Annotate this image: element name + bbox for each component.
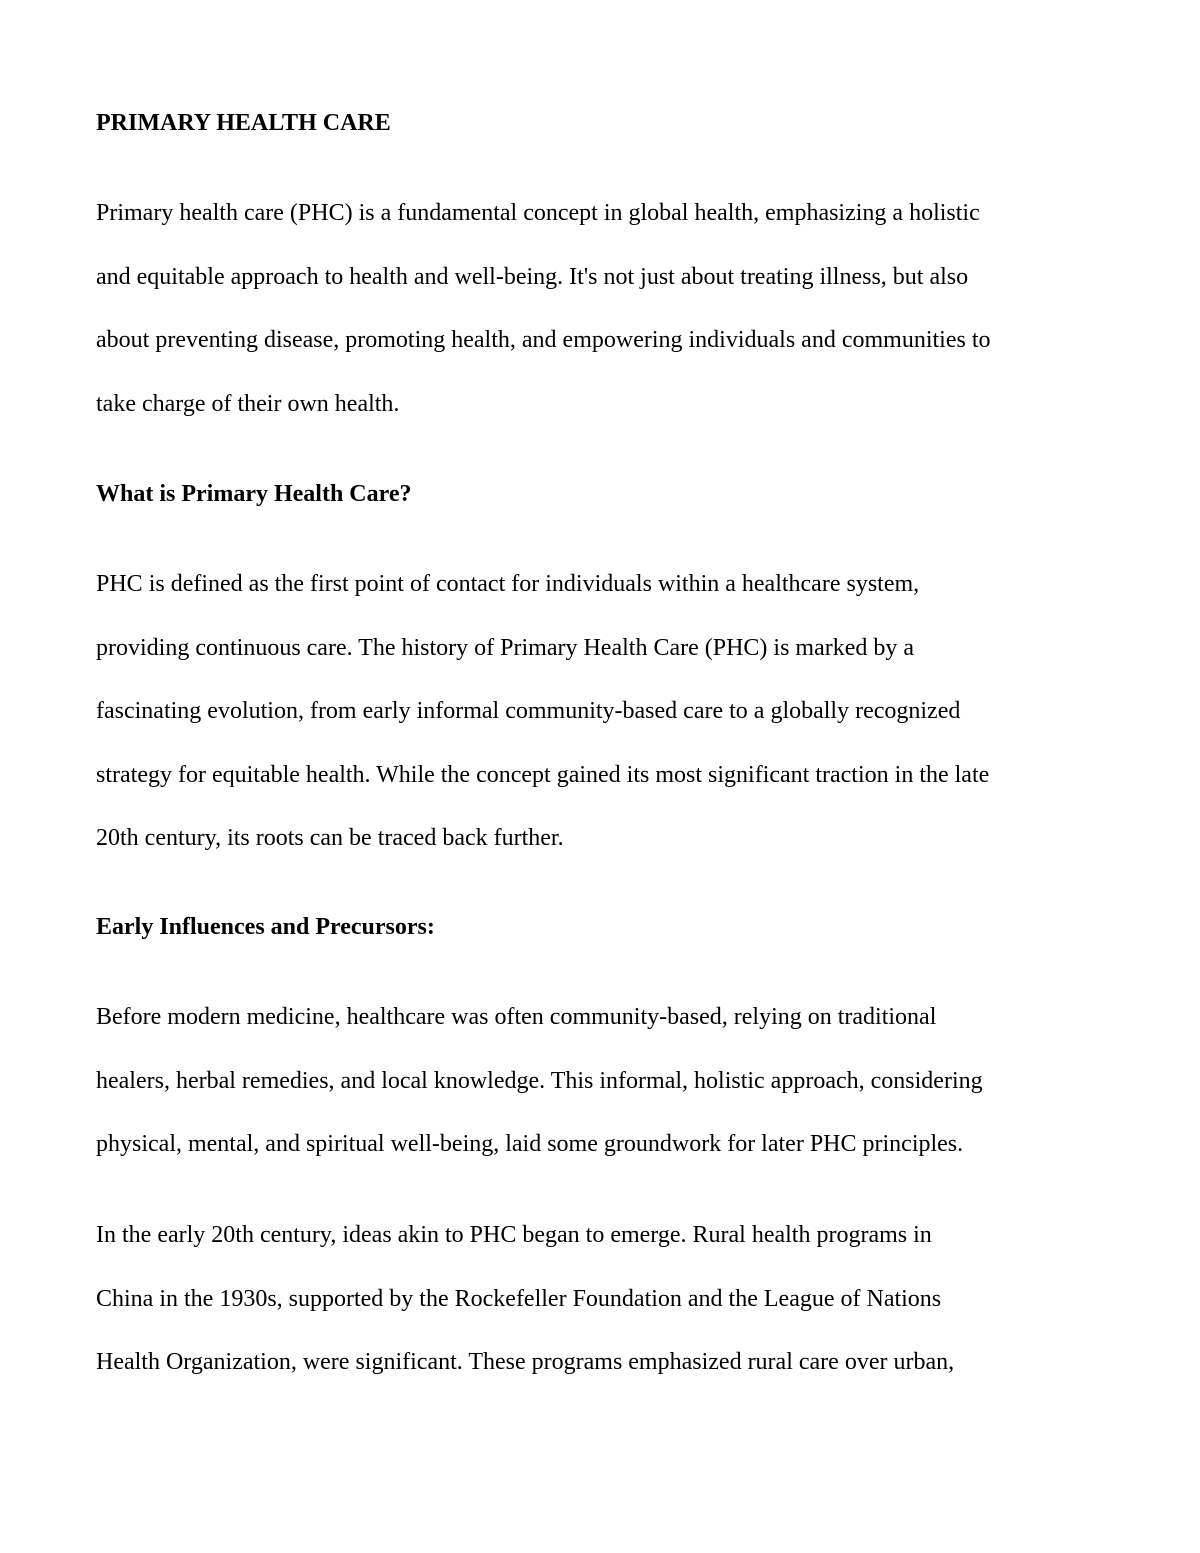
paragraph-line: 20th century, its roots can be traced back further.	[96, 825, 564, 851]
section-heading-early-influences: Early Influences and Precursors:	[96, 914, 435, 940]
document-title: PRIMARY HEALTH CARE	[96, 110, 391, 136]
paragraph-line: strategy for equitable health. While the concept gained its most significant traction in the late	[96, 761, 990, 788]
paragraph-line: and equitable approach to health and well-being. It's not just about treating illness, but also	[96, 263, 969, 290]
paragraph-line: fascinating evolution, from early informal community-based care to a globally recognized	[96, 698, 961, 724]
paragraph-line: take charge of their own health.	[96, 390, 400, 417]
paragraph-line: Primary health care (PHC) is a fundamental concept in global health, emphasizing a holistic	[96, 200, 980, 226]
section-heading-what-is-phc: What is Primary Health Care?	[96, 481, 412, 507]
paragraph-line: In the early 20th century, ideas akin to PHC began to emerge. Rural health programs in	[96, 1222, 932, 1248]
paragraph-line: providing continuous care. The history of Primary Health Care (PHC) is marked by a	[96, 634, 915, 661]
paragraph-line: Health Organization, were significant. These programs emphasized rural care over urban,	[96, 1349, 955, 1375]
paragraph-line: PHC is defined as the first point of contact for individuals within a healthcare system,	[96, 571, 920, 597]
section2-paragraph-1	[96, 986, 1136, 1177]
paragraph-line: about preventing disease, promoting health, and empowering individuals and communities to	[96, 327, 991, 353]
paragraph-line: physical, mental, and spiritual well-being, laid some groundwork for later PHC principles.	[96, 1131, 964, 1157]
paragraph-line: Before modern medicine, healthcare was often community-based, relying on traditional	[96, 1004, 937, 1030]
paragraph-line: healers, herbal remedies, and local knowledge. This informal, holistic approach, considering	[96, 1067, 983, 1094]
section1-paragraph	[96, 553, 1136, 871]
intro-paragraph	[96, 182, 1136, 436]
section2-paragraph-2	[96, 1204, 1136, 1395]
paragraph-line: China in the 1930s, supported by the Rockefeller Foundation and the League of Nations	[96, 1285, 942, 1312]
